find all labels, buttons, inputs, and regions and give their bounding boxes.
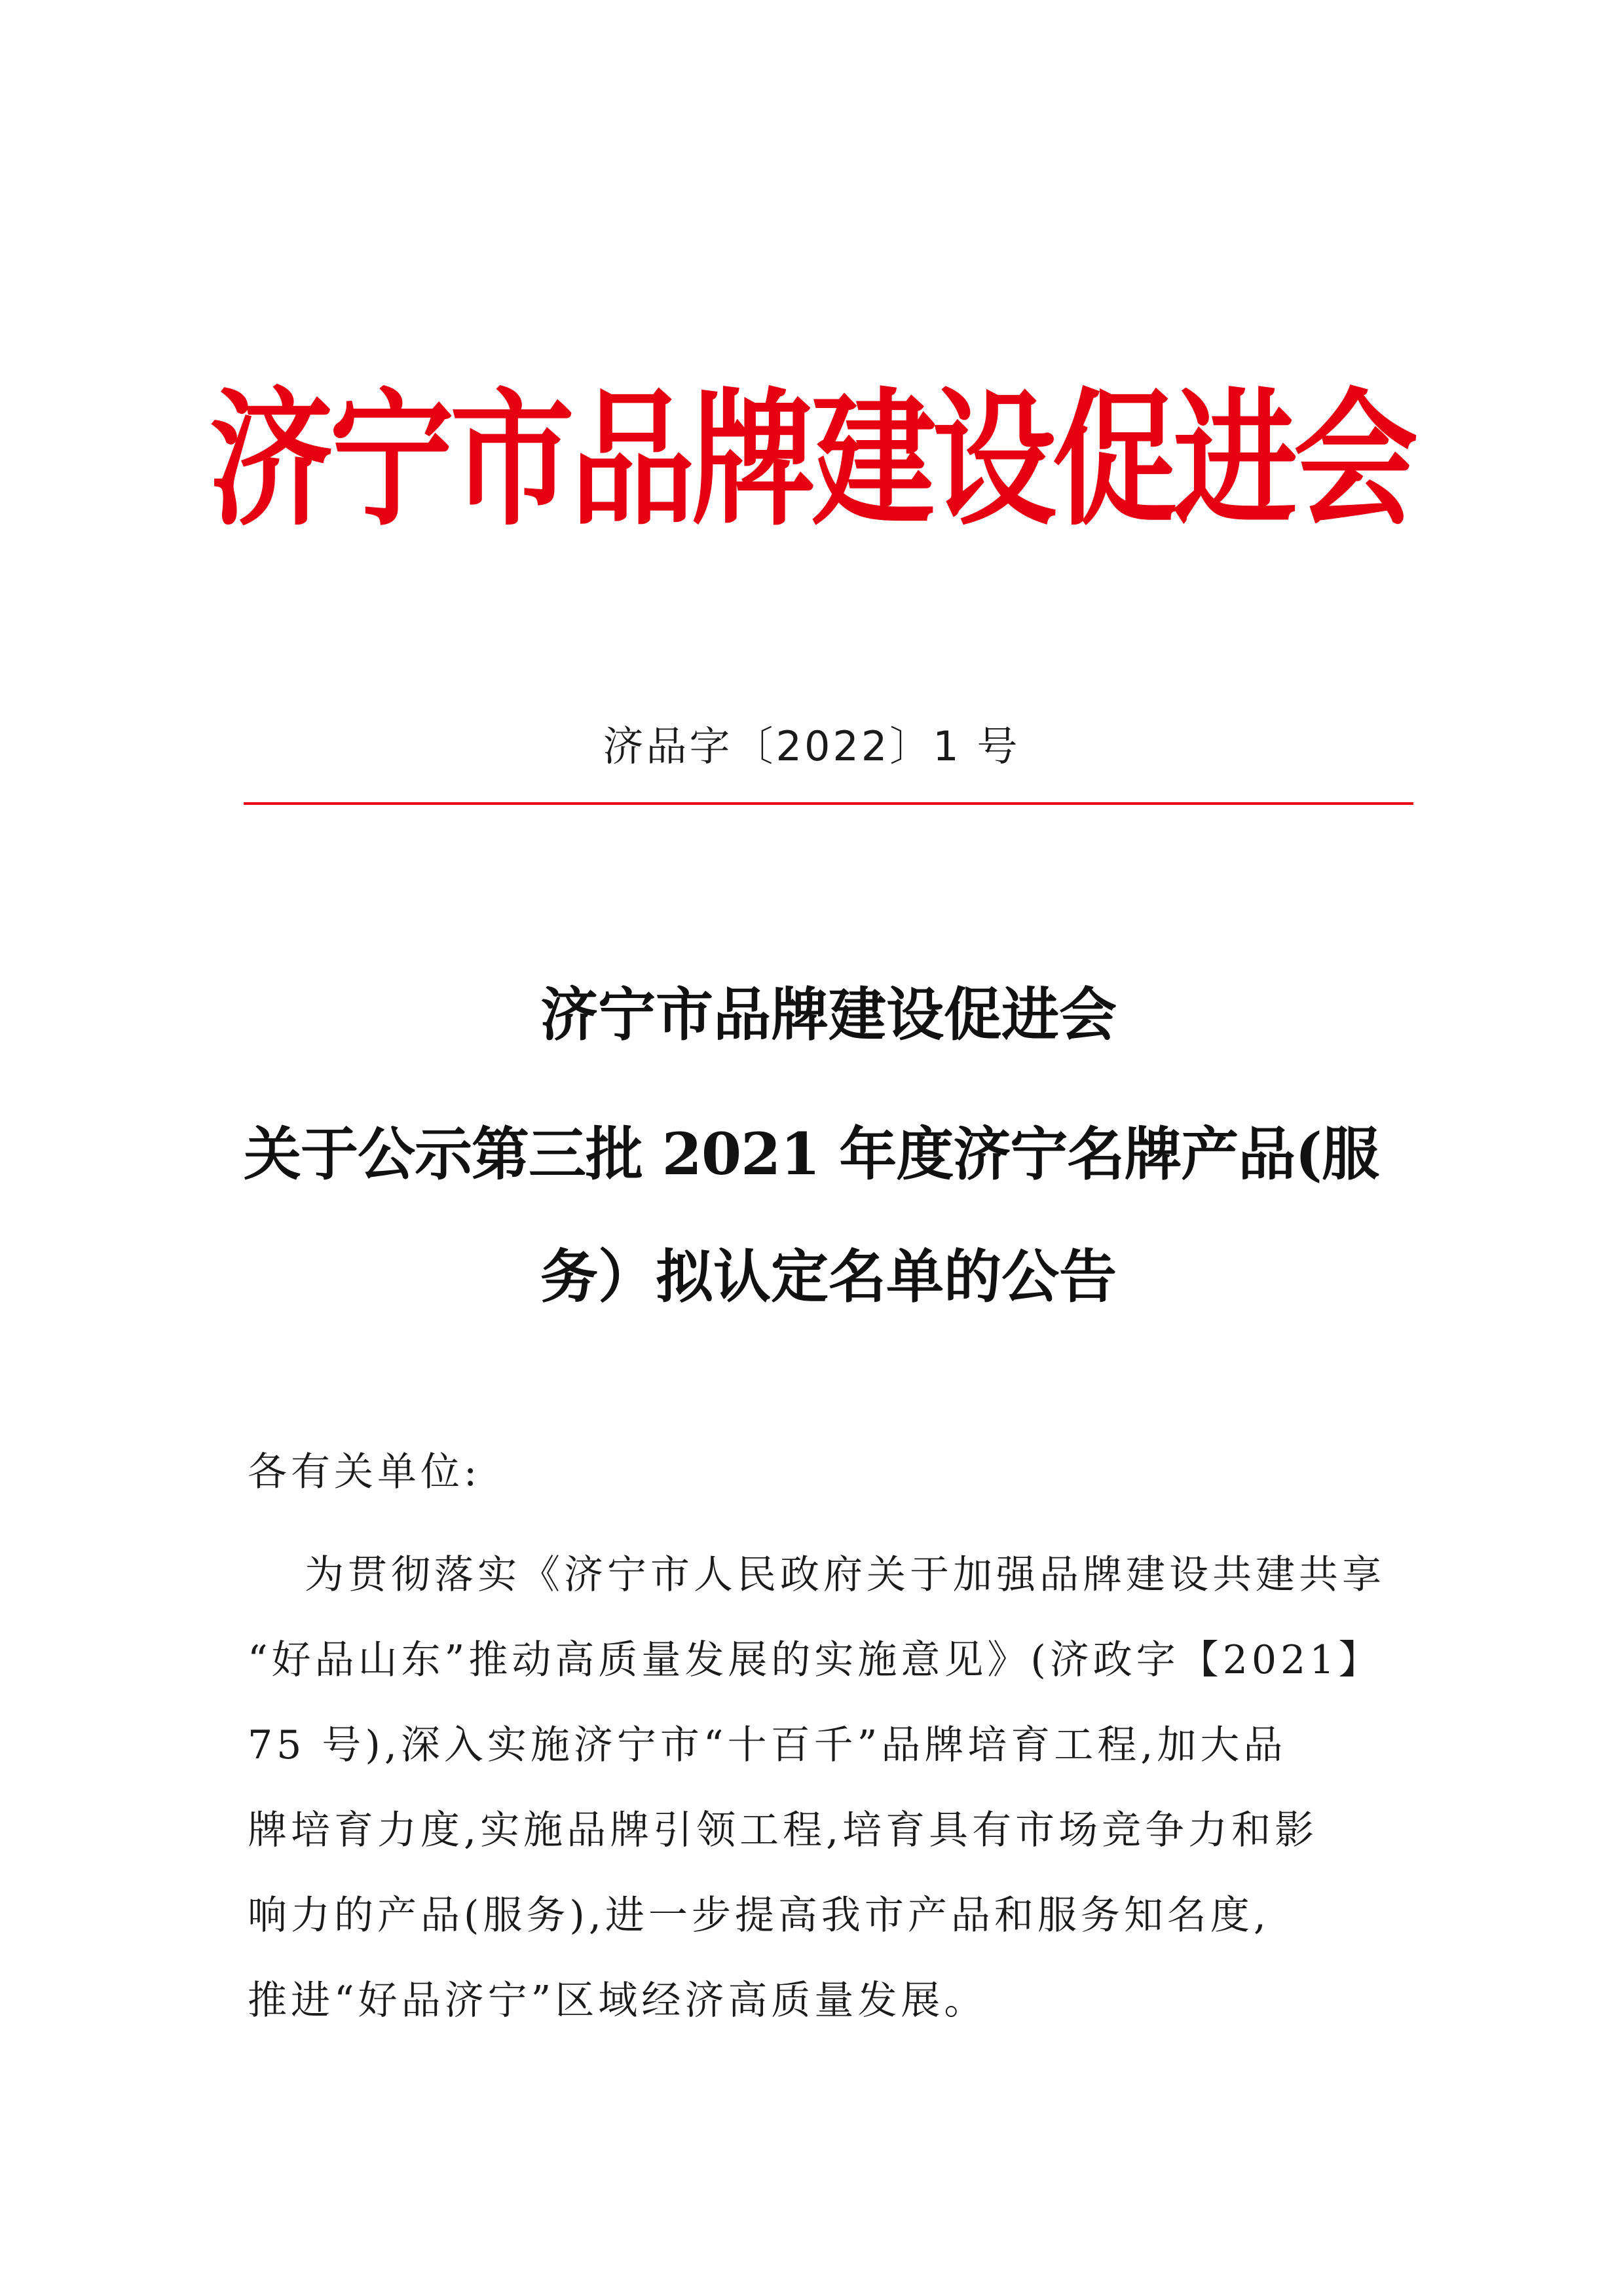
paragraph-line: 牌培育力度,实施品牌引领工程,培育具有市场竞争力和影 xyxy=(248,1807,1318,1853)
title-line-2: 关于公示第三批 2021 年度济宁名牌产品(服 xyxy=(244,1120,1379,1188)
header-divider xyxy=(244,802,1413,805)
title-line-1: 济宁市品牌建设促进会 xyxy=(540,980,1117,1048)
document-number: 济品字〔2022〕1 号 xyxy=(603,722,1020,770)
paragraph-line: 为贯彻落实《济宁市人民政府关于加强品牌建设共建共享 xyxy=(305,1552,1385,1598)
title-line-3: 务）拟认定名单的公告 xyxy=(540,1242,1117,1310)
paragraph-line: “好品山东”推动高质量发展的实施意见》(济政字【2021】 xyxy=(248,1637,1382,1683)
paragraph-line: 推进“好品济宁”区域经济高质量发展。 xyxy=(248,1978,988,2024)
paragraph-line: 响力的产品(服务),进一步提高我市产品和服务知名度, xyxy=(248,1893,1270,1938)
organization-letterhead: 济宁市品牌建设促进会 xyxy=(208,373,1414,546)
paragraph-line: 75 号),深入实施济宁市“十百千”品牌培育工程,加大品 xyxy=(248,1722,1287,1768)
salutation: 各有关单位: xyxy=(248,1449,481,1495)
